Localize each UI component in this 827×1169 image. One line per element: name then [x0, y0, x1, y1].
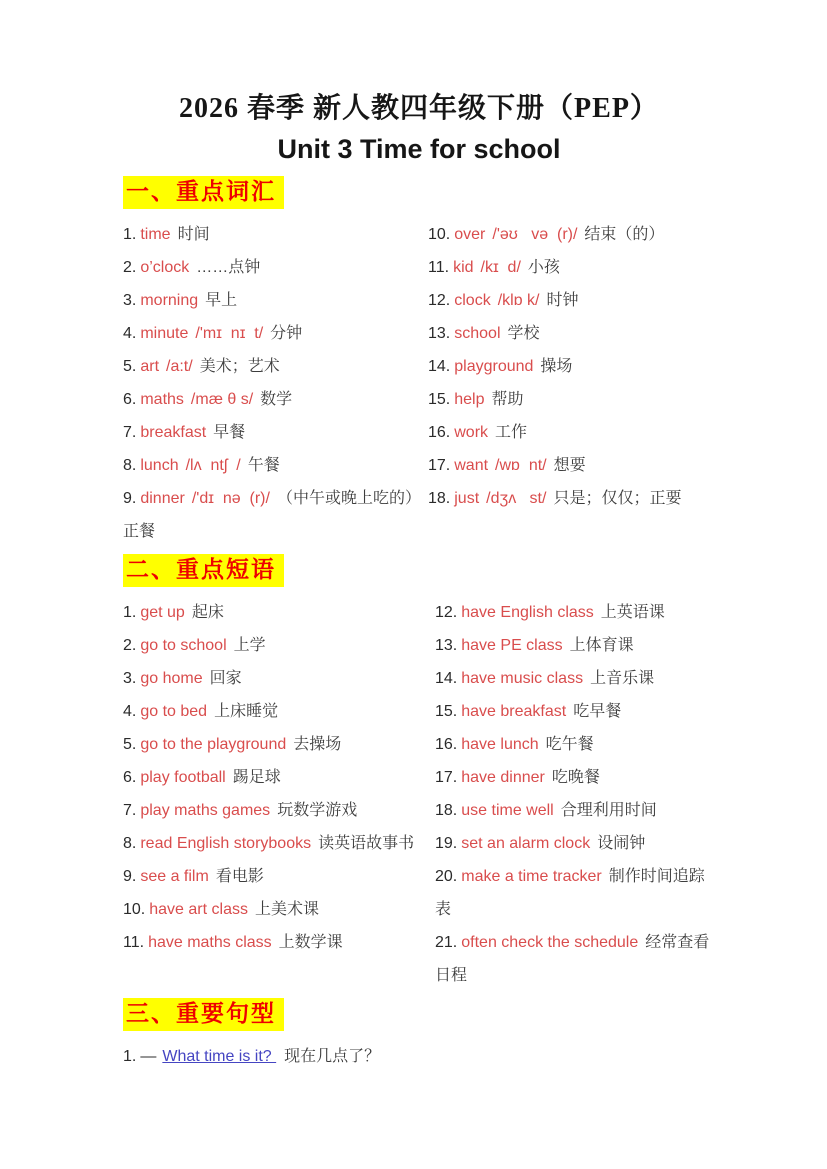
item-number: 6.	[123, 391, 137, 408]
item-chinese-meaning: 上学	[233, 637, 266, 654]
item-english-word: dinner	[140, 490, 185, 507]
vocab-item	[428, 449, 715, 482]
item-phonetic: /a:t/	[166, 358, 193, 375]
item-chinese-meaning: 去操场	[293, 736, 342, 753]
item-chinese-meaning: 经常查看日程	[435, 934, 710, 984]
dialogue-dash: —	[140, 1048, 157, 1065]
item-chinese-meaning: 读英语故事书	[318, 835, 415, 852]
vocab-item	[123, 350, 428, 383]
phrase-item	[435, 827, 715, 860]
phrases-left-column	[123, 596, 435, 992]
item-number: 10.	[428, 226, 451, 243]
vocabulary-left-column	[123, 218, 428, 548]
item-english-word: play maths games	[140, 802, 271, 819]
item-english-word: help	[454, 391, 485, 408]
item-english-word: play football	[140, 769, 226, 786]
item-number: 1.	[123, 1048, 137, 1065]
item-phonetic: /'dɪ nə (r)/	[191, 490, 270, 507]
item-phonetic: /'mɪ nɪ t/	[195, 325, 264, 342]
sentence-item	[123, 1040, 715, 1074]
item-english-word: go home	[140, 670, 203, 687]
item-number: 7.	[123, 802, 137, 819]
item-number: 11.	[428, 259, 450, 276]
item-number: 8.	[123, 457, 137, 474]
phrase-item	[123, 662, 435, 695]
item-number: 14.	[435, 670, 458, 687]
phrase-item	[123, 695, 435, 728]
phrase-item	[123, 596, 435, 629]
item-number: 12.	[435, 604, 458, 621]
item-english-word: have music class	[461, 670, 584, 687]
item-number: 18.	[435, 802, 458, 819]
sentences-heading: 三、重要句型	[123, 998, 284, 1031]
item-chinese-meaning: 现在几点了？	[284, 1048, 381, 1065]
phrase-item	[435, 761, 715, 794]
phrases-heading: 二、重点短语	[123, 554, 284, 587]
sentences-heading-row	[123, 998, 715, 1032]
phrase-item	[435, 794, 715, 827]
vocab-item	[428, 383, 715, 416]
vocabulary-right-column	[428, 218, 715, 548]
item-english-word: see a film	[140, 868, 209, 885]
vocab-item	[428, 284, 715, 317]
item-phonetic: /lʌ ntʃ /	[185, 457, 241, 474]
item-english-word: maths	[140, 391, 184, 408]
phrase-item	[123, 728, 435, 761]
item-english-word: have art class	[149, 901, 248, 918]
item-english-word: make a time tracker	[461, 868, 602, 885]
phrase-item	[435, 629, 715, 662]
item-number: 19.	[435, 835, 458, 852]
item-english-word: use time well	[461, 802, 554, 819]
item-chinese-meaning: 想要	[553, 457, 586, 474]
item-chinese-meaning: 吃午餐	[545, 736, 594, 753]
phrases-right-column	[435, 596, 715, 992]
item-english-word: art	[140, 358, 160, 375]
vocab-item	[123, 383, 428, 416]
item-english-word: have PE class	[461, 637, 563, 654]
item-number: 1.	[123, 604, 137, 621]
item-chinese-meaning: 分钟	[270, 325, 303, 342]
item-english-word: breakfast	[140, 424, 207, 441]
item-phonetic: /kɪ d/	[480, 259, 521, 276]
item-number: 2.	[123, 259, 137, 276]
vocab-item	[123, 284, 428, 317]
item-chinese-meaning: 操场	[540, 358, 573, 375]
item-number: 3.	[123, 670, 137, 687]
item-chinese-meaning: 合理利用时间	[560, 802, 657, 819]
item-english-word: read English storybooks	[140, 835, 312, 852]
item-english-word: have lunch	[461, 736, 539, 753]
item-chinese-meaning: 结束（的）	[584, 226, 665, 243]
item-chinese-meaning: 早餐	[213, 424, 246, 441]
section-sentences	[123, 998, 715, 1074]
item-english-word: go to bed	[140, 703, 208, 720]
item-chinese-meaning: 美术；艺术	[199, 358, 280, 375]
item-number: 21.	[435, 934, 458, 951]
item-english-word: have dinner	[461, 769, 545, 786]
phrase-item	[123, 860, 435, 893]
item-english-word: work	[454, 424, 489, 441]
item-chinese-meaning: 制作时间追踪表	[435, 868, 705, 918]
item-chinese-meaning: 时钟	[546, 292, 579, 309]
item-english-word: set an alarm clock	[461, 835, 591, 852]
item-number: 15.	[428, 391, 451, 408]
item-number: 7.	[123, 424, 137, 441]
document-subtitle: Unit 3 Time for school	[277, 134, 561, 164]
item-number: 5.	[123, 736, 137, 753]
item-english-word: just	[454, 490, 480, 507]
item-chinese-meaning: 小孩	[527, 259, 560, 276]
vocab-item	[123, 251, 428, 284]
vocab-item	[123, 416, 428, 449]
vocab-item	[123, 482, 428, 548]
item-chinese-meaning: 设闹钟	[597, 835, 646, 852]
item-chinese-meaning: 玩数学游戏	[277, 802, 358, 819]
item-english-word: o’clock	[140, 259, 190, 276]
phrases-columns	[123, 596, 715, 992]
item-number: 16.	[435, 736, 458, 753]
item-number: 5.	[123, 358, 137, 375]
vocab-item	[428, 482, 715, 515]
item-chinese-meaning: 学校	[507, 325, 540, 342]
vocab-item	[428, 350, 715, 383]
vocab-item	[123, 218, 428, 251]
item-number: 17.	[428, 457, 451, 474]
item-english-word: morning	[140, 292, 199, 309]
item-number: 13.	[435, 637, 458, 654]
item-chinese-meaning: 吃早餐	[573, 703, 622, 720]
item-number: 9.	[123, 490, 137, 507]
vocabulary-heading-row	[123, 176, 715, 210]
item-number: 12.	[428, 292, 451, 309]
phrase-item	[123, 629, 435, 662]
item-chinese-meaning: 看电影	[215, 868, 264, 885]
phrase-item	[435, 662, 715, 695]
item-number: 1.	[123, 226, 137, 243]
item-phonetic: /klɒ k/	[497, 292, 540, 309]
vocab-item	[123, 317, 428, 350]
item-english-word: want	[454, 457, 489, 474]
item-chinese-meaning: 起床	[191, 604, 224, 621]
item-number: 10.	[123, 901, 146, 918]
item-chinese-meaning: 帮助	[491, 391, 524, 408]
item-english-word: time	[140, 226, 171, 243]
item-number: 20.	[435, 868, 458, 885]
item-chinese-meaning: 吃晚餐	[551, 769, 600, 786]
phrase-item	[435, 695, 715, 728]
section-vocabulary	[123, 176, 715, 548]
item-chinese-meaning: 踢足球	[232, 769, 281, 786]
item-english-word: school	[454, 325, 501, 342]
item-number: 9.	[123, 868, 137, 885]
item-chinese-meaning: 上音乐课	[590, 670, 655, 687]
phrase-item	[123, 827, 435, 860]
item-chinese-meaning: 回家	[209, 670, 242, 687]
phrase-item	[435, 860, 715, 926]
item-number: 6.	[123, 769, 137, 786]
item-number: 4.	[123, 703, 137, 720]
phrase-item	[435, 728, 715, 761]
item-number: 4.	[123, 325, 137, 342]
phrase-item	[435, 596, 715, 629]
item-chinese-meaning: 上英语课	[600, 604, 665, 621]
item-chinese-meaning: 上数学课	[278, 934, 343, 951]
item-number: 16.	[428, 424, 451, 441]
item-english-word: go to the playground	[140, 736, 287, 753]
item-english-word: kid	[453, 259, 474, 276]
item-english-word: have breakfast	[461, 703, 567, 720]
item-number: 8.	[123, 835, 137, 852]
item-chinese-meaning: 早上	[205, 292, 238, 309]
item-english-word: have maths class	[148, 934, 272, 951]
vocab-item	[123, 449, 428, 482]
item-english-word: over	[454, 226, 486, 243]
phrase-item	[435, 926, 715, 992]
section-phrases	[123, 554, 715, 992]
item-english-word: lunch	[140, 457, 179, 474]
item-chinese-meaning: 午餐	[247, 457, 280, 474]
item-phonetic: /wɒ nt/	[495, 457, 547, 474]
item-chinese-meaning: 只是；仅仅；正要	[553, 490, 682, 507]
item-number: 18.	[428, 490, 451, 507]
document-title: 2026 春季 新人教四年级下册（PEP）	[179, 93, 659, 124]
item-chinese-meaning: 上床睡觉	[214, 703, 279, 720]
vocab-item	[428, 251, 715, 284]
phrases-heading-row	[123, 554, 715, 588]
item-english-word: clock	[454, 292, 491, 309]
item-number: 11.	[123, 934, 145, 951]
item-english-word: playground	[454, 358, 534, 375]
item-english-word: have English class	[461, 604, 594, 621]
item-chinese-meaning: 上体育课	[569, 637, 634, 654]
item-english-word: go to school	[140, 637, 227, 654]
item-english-sentence: What time is it?	[162, 1048, 277, 1065]
vocabulary-columns	[123, 218, 715, 548]
item-number: 13.	[428, 325, 451, 342]
vocab-item	[428, 416, 715, 449]
item-chinese-meaning: （中午或晚上吃的）正餐	[123, 490, 421, 540]
item-number: 14.	[428, 358, 451, 375]
item-english-word: get up	[140, 604, 185, 621]
phrase-item	[123, 926, 435, 959]
item-phonetic: /dʒʌ st/	[486, 490, 547, 507]
vocab-item	[428, 218, 715, 251]
vocabulary-heading: 一、重点词汇	[123, 176, 284, 209]
item-english-word: minute	[140, 325, 189, 342]
phrase-item	[123, 761, 435, 794]
item-chinese-meaning: 工作	[495, 424, 528, 441]
item-chinese-meaning: 上美术课	[254, 901, 319, 918]
item-chinese-meaning: 数学	[260, 391, 293, 408]
vocab-item	[428, 317, 715, 350]
item-english-word: often check the schedule	[461, 934, 639, 951]
item-number: 2.	[123, 637, 137, 654]
phrase-item	[123, 893, 435, 926]
item-number: 17.	[435, 769, 458, 786]
item-phonetic: /mæ θ s/	[190, 391, 254, 408]
item-number: 3.	[123, 292, 137, 309]
item-chinese-meaning: ……点钟	[196, 259, 261, 276]
phrase-item	[123, 794, 435, 827]
item-number: 15.	[435, 703, 458, 720]
item-chinese-meaning: 时间	[177, 226, 210, 243]
item-phonetic: /'əʊ və (r)/	[492, 226, 578, 243]
sentence-list	[123, 1040, 715, 1074]
